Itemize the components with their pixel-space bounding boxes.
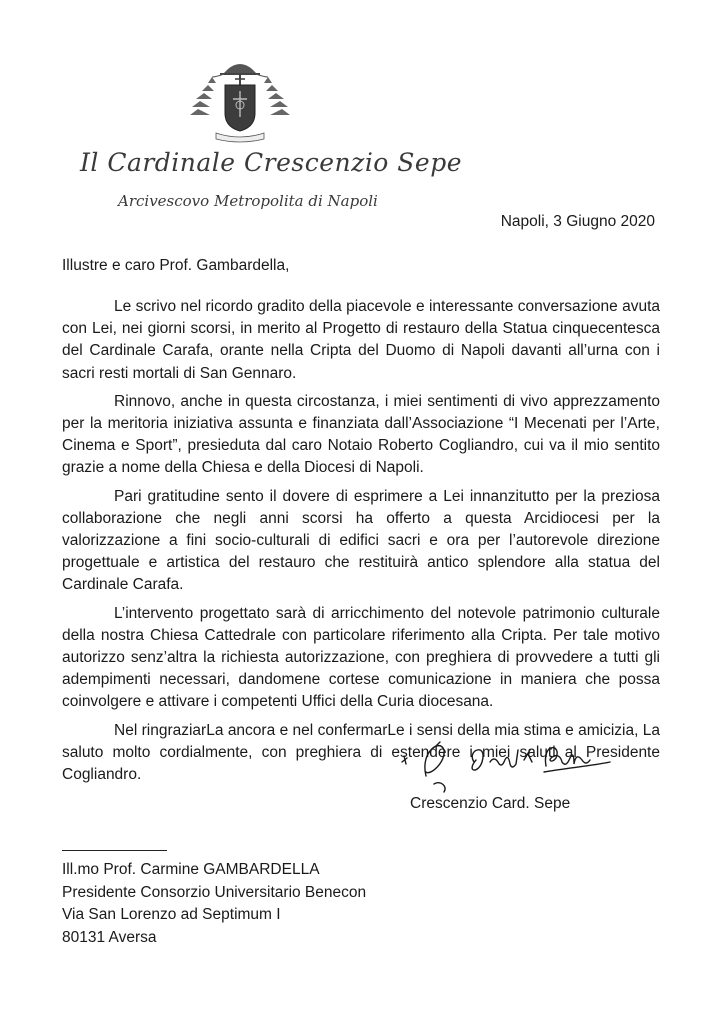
- letter-date: Napoli, 3 Giugno 2020: [500, 213, 655, 230]
- signer-name: Crescenzio Card. Sepe: [410, 795, 571, 812]
- body-paragraph: Le scrivo nel ricordo gradito della piacevole e interessante conversazione avuta con Lei, nei giorni scorsi, in merito al Progetto di restauro della Statua cinquecentesca del Cardinale Carafa, orante nella Cripta del Duomo di Napoli davanti all’urna con i sacri resti mortali di San Gennaro.: [62, 298, 660, 382]
- body-paragraph: Nel ringraziarLa ancora e nel confermarLe i sensi della mia stima e amicizia, La saluto molto cordialmente, con preghiera di estendere i miei saluti al Presidente Cogliandro.: [62, 721, 660, 784]
- recipient-street: Via San Lorenzo ad Septimum I: [62, 906, 281, 923]
- coat-of-arms-icon: [190, 55, 290, 145]
- salutation: Illustre e caro Prof. Gambardella,: [62, 257, 290, 274]
- recipient-address: [62, 859, 366, 949]
- letterhead-title: Arcivescovo Metropolita di Napoli: [118, 192, 378, 210]
- handwritten-signature: [396, 732, 616, 802]
- divider: [62, 850, 167, 851]
- body-paragraph: Rinnovo, anche in questa circostanza, i miei sentimenti di vivo apprezzamento per la meritoria iniziativa assunta e finanziata dall’Associazione “I Mecenati per l’Arte, Cinema e Sport”, presieduta dal caro Notaio Roberto Cogliandro, cui va il mio sentito grazie a nome della Chiesa e della Diocesi di Napoli.: [62, 392, 660, 477]
- recipient-role: Presidente Consorzio Universitario Benecon: [62, 883, 367, 901]
- body-paragraph: Pari gratitudine sento il dovere di esprimere a Lei innanzitutto per la preziosa collaborazione che negli anni scorsi ha offerto a questa Arcidiocesi per la valorizzazione a fini socio-culturali di edifici sacri e ora per l’autorevole direzione progettuale e artistica del restauro che restituirà antico splendore alla statua del Cardinale Carafa.: [62, 487, 660, 594]
- recipient-name: Ill.mo Prof. Carmine GAMBARDELLA: [62, 861, 320, 878]
- recipient-city: 80131 Aversa: [62, 928, 157, 946]
- letterhead-name: Il Cardinale Crescenzio Sepe: [80, 148, 463, 177]
- letter-body: [62, 296, 660, 792]
- body-paragraph: L’intervento progettato sarà di arricchimento del notevole patrimonio culturale della nostra Chiesa Cattedrale con particolare riferimento alla Cripta. Per tale motivo autorizzo senz’altra la richiesta autorizzazione, con preghiera di provvedere a tutti gli adempimenti necessari, dandomene cortese comunicazione in maniera che possa coinvolgere e attivare i competenti Uffici della Curia diocesana.: [62, 604, 660, 711]
